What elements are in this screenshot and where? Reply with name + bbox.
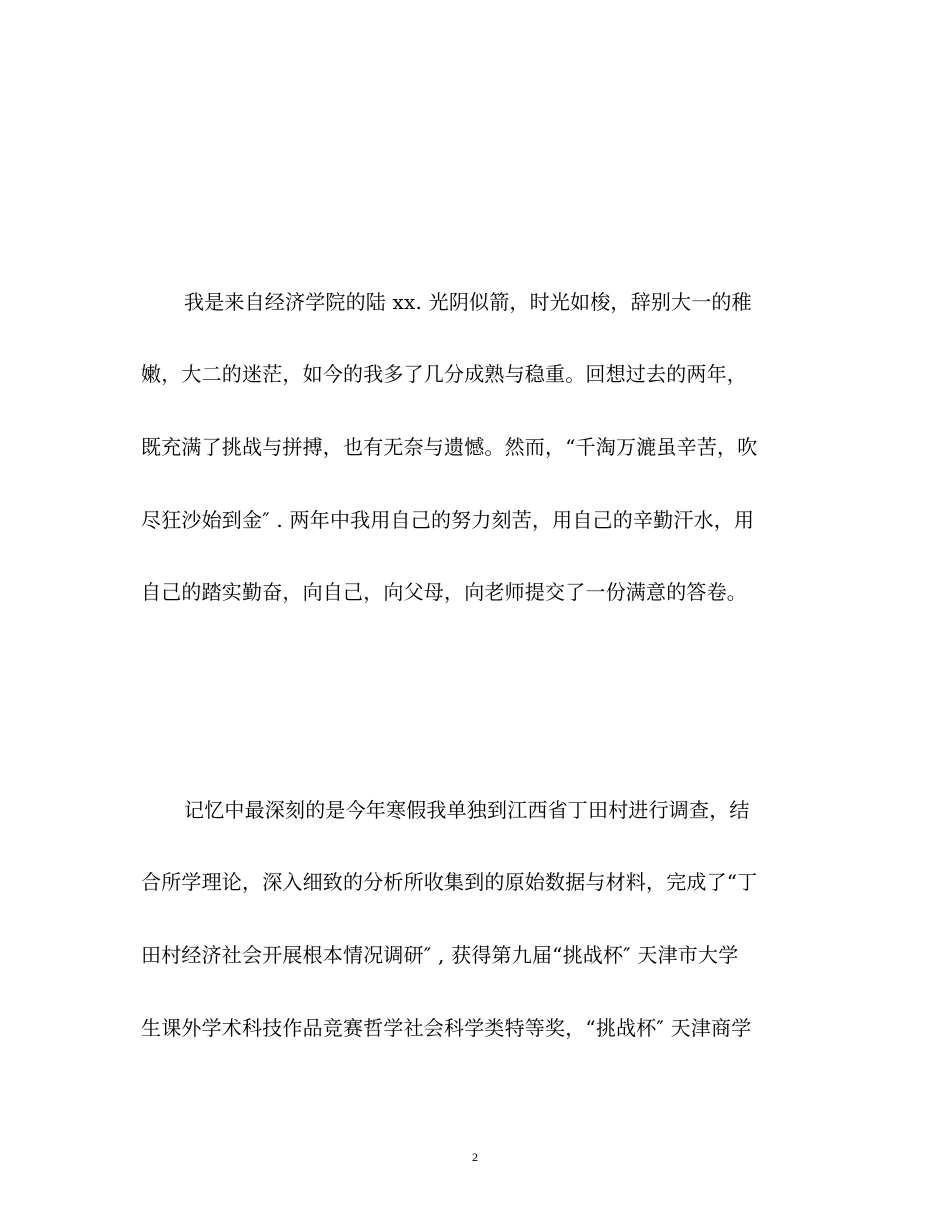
paragraph-line: 自己的踏实勤奋，向自己，向父母，向老师提交了一份满意的答卷。 [141,580,747,604]
paragraph-line: 既充满了挑战与拼搏，也有无奈与遗憾。然而，“千淘万漉虽辛苦，吹 [141,435,758,459]
paragraph-line: 合所学理论，深入细致的分析所收集到的原始数据与材料，完成了“丁 [141,870,758,894]
paragraph-line: 嫩，大二的迷茫，如今的我多了几分成熟与稳重。回想过去的两年， [141,362,747,386]
page-number: 2 [472,1150,478,1164]
paragraph-line: 记忆中最深刻的是今年寒假我单独到江西省丁田村进行调查，结 [184,798,750,822]
paragraph-line: 尽狂沙始到金″ . 两年中我用自己的努力刻苦，用自己的辛勤汗水，用 [141,508,755,532]
paragraph-line: 生课外学术科技作品竞赛哲学社会科学类特等奖，“挑战杯″ 天津商学 [141,1016,752,1040]
paragraph-line: 我是来自经济学院的陆 xx. 光阴似箭，时光如梭，辞别大一的稚 [184,290,752,314]
paragraph-line: 田村经济社会开展根本情况调研″ , 获得第九届“挑战杯″ 天津市大学 [141,943,739,967]
